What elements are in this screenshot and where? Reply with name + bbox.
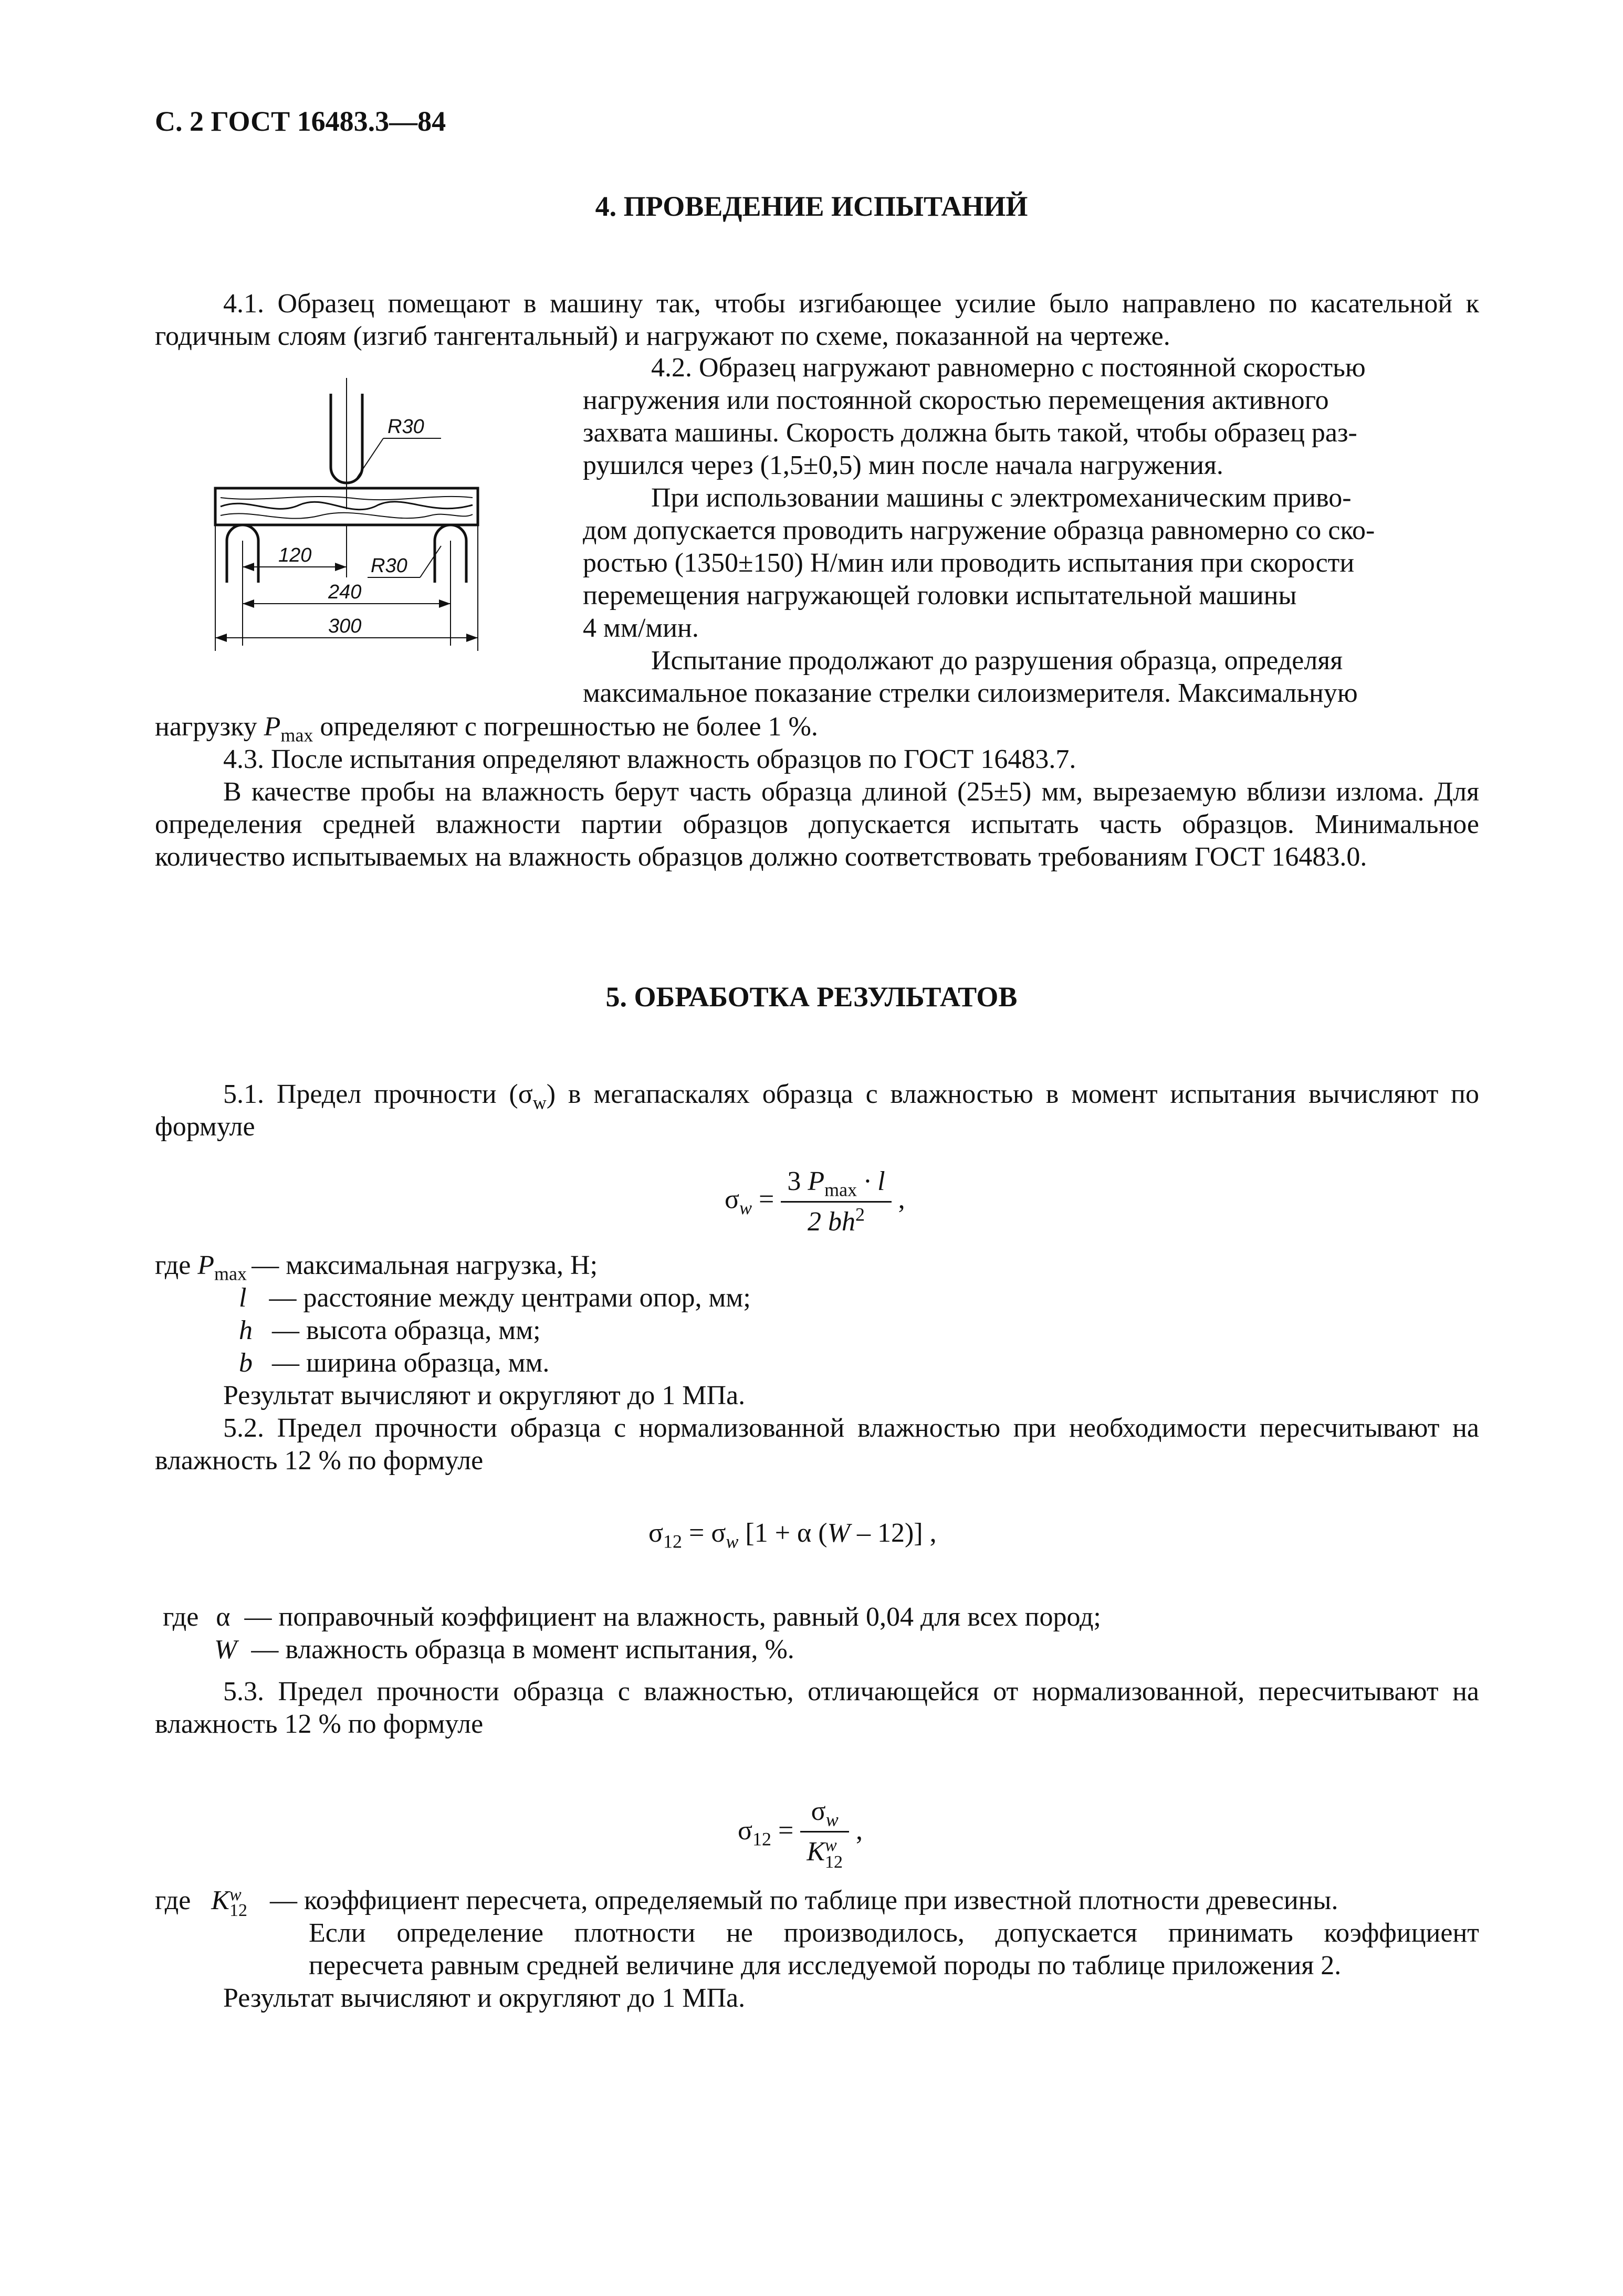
text-line: Испытание продолжают до разрушения образца, определяя [651,646,1343,676]
formula-sigma-w: $\sigma_w$ = $\frac{3 P_{max} \cdot l}{2 bh^2}$ , [725,1165,905,1238]
arrowhead [243,599,254,608]
arrowhead [335,563,347,571]
radius-label-bottom: R30 [371,555,407,577]
legend-row: где Kw 12 — коэффициент пересчета, определяемый по таблице при известной плотности древесины. [155,1885,1338,1921]
text-line: перемещения нагружающей головки испытательной машины [583,581,1297,610]
result-note-1: Результат вычисляют и округляют до 1 МПа. [223,1381,746,1410]
formula-fraction: $\frac{3 P_{max} \cdot l}{2 bh^2}$ [781,1165,891,1238]
paragraph-5-2: 5.2. Предел прочности образца с нормализованной влажностью при необходимости пересчитывают на влажность 12 % по формуле [155,1413,1479,1476]
legend-row: l — расстояние между центрами опор, мм; [239,1283,751,1313]
legend-row: где α — поправочный коэффициент на влажность, равный 0,04 для всех пород; [163,1602,1101,1632]
paragraph-5-1: 5.1. Предел прочности $(\sigma_w)$ в мегапаскалях образца с влажностью в момент испытания вычисляют по формуле [155,1079,1479,1142]
legend-continuation: пересчета равным средней величине для исследуемой породы по таблице приложения 2. [309,1951,1342,1981]
result-note-3: Результат вычисляют и округляют до 1 МПа. [223,1983,746,2013]
legend-continuation: Если определение плотности не производилось, допускается принимать коэффициент [309,1918,1479,1948]
formula-fraction: $\sigma_w$ Kw 12 [800,1795,849,1871]
text-line: рушился через (1,5±0,5) мин после начала нагружения. [583,450,1223,480]
page-header: С. 2 ГОСТ 16483.3—84 [155,106,446,137]
paragraph-5-3: 5.3. Предел прочности образца с влажностью, отличающейся от нормализованной, пересчитывают на влажность 12 % по формуле [155,1677,1479,1739]
paragraph-4-2-block [583,352,1479,710]
paragraph-4-1: 4.1. Образец помещают в машину так, чтобы изгибающее усилие было направлено по касательной к годичным слоям (изгиб тангентальный) и нагружают по схеме, показанной на чертеже. [155,289,1479,351]
dimension-label-240: 240 [328,581,362,603]
paragraph-4-3: 4.3. После испытания определяют влажность образцов по ГОСТ 16483.7. [223,744,1076,774]
text-line: захвата машины. Скорость должна быть такой, чтобы образец раз- [583,418,1357,448]
section-5-title: 5. ОБРАБОТКА РЕЗУЛЬТАТОВ [605,981,1018,1013]
text-line: нагружения или постоянной скоростью перемещения активного [583,385,1329,415]
bending-test-diagram [200,367,494,661]
paragraph-4-3-sample: В качестве пробы на влажность берут часть образца длиной (25±5) мм, вырезаемую вблизи излома. Для определения средней влажности партии образцов допускается испытать часть образцов. Минимальное количество испытываемых на влажность образцов должно соответствовать требованиям ГОСТ 16483.0. [155,777,1479,872]
text-line: максимальное показание стрелки силоизмерителя. Максимальную [583,678,1358,708]
legend-row: b — ширина образца, мм. [239,1348,550,1378]
radius-label-top: R30 [388,416,424,438]
paragraph-4-2-last-line: нагрузку $P_{max}$ определяют с погрешностью не более 1 %. [155,712,818,746]
arrowhead [215,634,227,642]
formula-sigma-12-conversion: $\sigma_{12}$ = $\sigma_w$ Kw 12 , [738,1796,863,1872]
legend-row: где $P_{max}$ — максимальная нагрузка, Н; [155,1250,598,1284]
text-line: ростью (1350±150) Н/мин или проводить испытания при скорости [583,548,1355,578]
arrowhead [243,563,254,571]
text-line: 4 мм/мин. [583,613,699,643]
arrowhead [439,599,451,608]
text-line: дом допускается проводить нагружение образца равномерно со ско- [583,515,1375,545]
grain-line [221,513,473,519]
dimension-label-120: 120 [278,544,312,566]
legend-row: W — влажность образца в момент испытания, %. [214,1635,794,1665]
legend-row: h — высота образца, мм; [239,1315,541,1345]
section-4-title: 4. ПРОВЕДЕНИЕ ИСПЫТАНИЙ [595,191,1028,222]
text-line: При использовании машины с электромеханическим приво- [651,483,1352,513]
leader-line [420,546,441,577]
dimension-label-300: 300 [328,615,362,637]
formula-sigma-12-normalized: $\sigma_{12} = \sigma_w$ [1 + α (W – 12)] , [648,1518,937,1552]
arrowhead [466,634,478,642]
text-line: 4.2. Образец нагружают равномерно с постоянной скоростью [651,353,1366,383]
